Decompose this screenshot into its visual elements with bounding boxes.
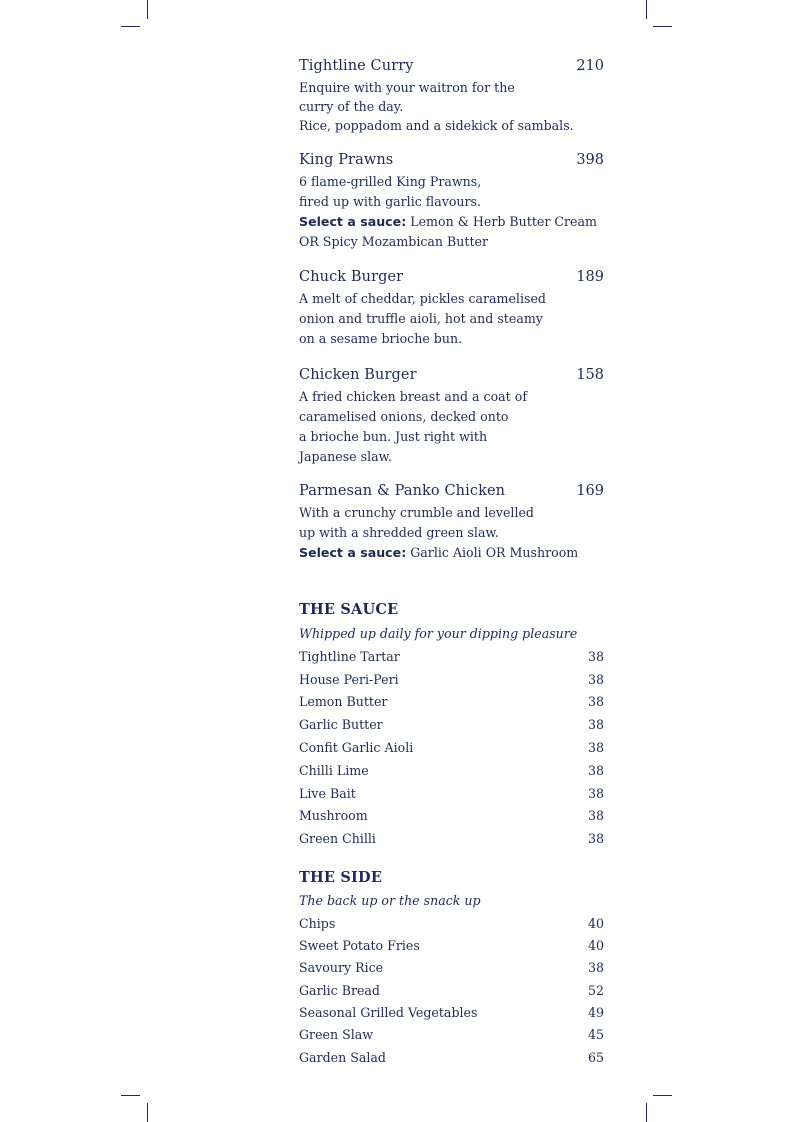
dish-price: 210 [576,58,604,74]
menu-item-row [299,805,604,828]
section-subtitle: Whipped up daily for your dipping pleasure [299,626,578,641]
sauce-line [299,543,604,563]
sauce-label: Select a sauce: [299,545,407,560]
menu-item-row [299,828,604,851]
menu-item-row [299,646,604,669]
crop-mark-bottom-right-horizontal [653,1095,672,1096]
item-price: 38 [587,762,604,778]
side-section [299,867,604,1069]
sauce-options: Garlic Aioli OR Mushroom [406,545,579,560]
menu-item-row [299,714,604,737]
sauce-label: Select a sauce: [299,214,407,229]
item-name: Live Bait [299,785,356,801]
crop-mark-top-right-vertical [646,0,647,19]
item-price: 40 [587,937,604,953]
description-line: up with a shredded green slaw. [299,525,499,540]
menu-item-row [299,737,604,760]
dish-price: 158 [576,367,604,383]
crop-mark-top-right-horizontal [653,26,672,27]
item-price: 38 [587,808,604,824]
menu-item-row [299,1047,604,1069]
menu-item-row [299,669,604,692]
sauce-list [299,646,604,851]
dish-description [299,289,604,349]
section-subtitle: The back up or the snack up [299,893,481,908]
item-name: Lemon Butter [299,694,388,710]
menu-item-row [299,783,604,806]
menu-item-row [299,1024,604,1046]
description-line: curry of the day. [299,99,404,114]
item-name: Green Chilli [299,831,376,847]
crop-mark-top-left-horizontal [121,26,140,27]
item-name: House Peri-Peri [299,671,399,687]
crop-mark-bottom-left-horizontal [121,1095,140,1096]
dish-price: 398 [576,152,604,168]
dish-price: 189 [576,269,604,285]
menu-item-row [299,980,604,1002]
dish-chicken-burger [299,367,604,483]
menu-item-row [299,760,604,783]
menu-column [299,58,604,1069]
description-line: onion and truffle aioli, hot and steamy [299,311,543,326]
description-line: Japanese slaw. [299,449,392,464]
menu-item-row [299,1002,604,1024]
item-price: 38 [587,717,604,733]
menu-item-row [299,913,604,935]
crop-mark-bottom-left-vertical [147,1103,148,1122]
section-title: THE SAUCE [299,601,399,618]
item-name: Sweet Potato Fries [299,937,420,953]
item-price: 38 [587,648,604,664]
item-name: Confit Garlic Aioli [299,739,414,755]
description-line: A melt of cheddar, pickles caramelised [299,291,546,306]
sauce-options: Lemon & Herb Butter Cream [406,214,597,229]
item-name: Savoury Rice [299,960,384,976]
item-price: 38 [587,960,604,976]
dish-tightline-curry [299,58,604,152]
item-price: 38 [587,671,604,687]
description-line: Enquire with your waitron for the [299,80,515,95]
description-line: With a crunchy crumble and levelled [299,505,534,520]
item-name: Garden Salad [299,1049,386,1065]
dish-name: Chicken Burger [299,367,417,383]
item-price: 52 [587,982,604,998]
side-list [299,913,604,1070]
item-name: Seasonal Grilled Vegetables [299,1005,478,1021]
dish-name: King Prawns [299,152,394,168]
description-line: fired up with garlic flavours. [299,194,482,209]
sauce-line [299,212,604,232]
dish-name: Tightline Curry [299,58,414,74]
item-name: Garlic Bread [299,982,380,998]
description-line: a brioche bun. Just right with [299,429,488,444]
dish-description [299,387,604,467]
menu-item-row [299,957,604,979]
item-price: 45 [587,1027,604,1043]
dish-price: 169 [576,483,604,499]
dish-name: Parmesan & Panko Chicken [299,483,506,499]
sauce-options-line: OR Spicy Mozambican Butter [299,234,488,249]
item-name: Green Slaw [299,1027,374,1043]
dish-chuck-burger [299,269,604,367]
dish-king-prawns [299,152,604,269]
dish-description [299,78,604,135]
dish-parmesan-panko-chicken [299,483,604,599]
description-line: caramelised onions, decked onto [299,409,509,424]
item-price: 38 [587,739,604,755]
description-line: on a sesame brioche bun. [299,331,463,346]
item-name: Tightline Tartar [299,648,400,664]
item-price: 65 [587,1049,604,1065]
crop-mark-bottom-right-vertical [646,1103,647,1122]
dish-name: Chuck Burger [299,269,404,285]
dish-description [299,172,604,252]
item-price: 38 [587,694,604,710]
item-name: Chilli Lime [299,762,369,778]
description-line: A fried chicken breast and a coat of [299,389,527,404]
description-line: Rice, poppadom and a sidekick of sambals. [299,118,574,133]
description-line: 6 flame-grilled King Prawns, [299,174,482,189]
item-price: 38 [587,831,604,847]
menu-item-row [299,935,604,957]
item-name: Mushroom [299,808,368,824]
section-title: THE SIDE [299,869,383,886]
sauce-section [299,599,604,867]
item-name: Garlic Butter [299,717,383,733]
item-price: 40 [587,915,604,931]
crop-mark-top-left-vertical [147,0,148,19]
menu-item-row [299,691,604,714]
dish-description [299,503,604,563]
item-name: Chips [299,915,336,931]
item-price: 49 [587,1005,604,1021]
item-price: 38 [587,785,604,801]
